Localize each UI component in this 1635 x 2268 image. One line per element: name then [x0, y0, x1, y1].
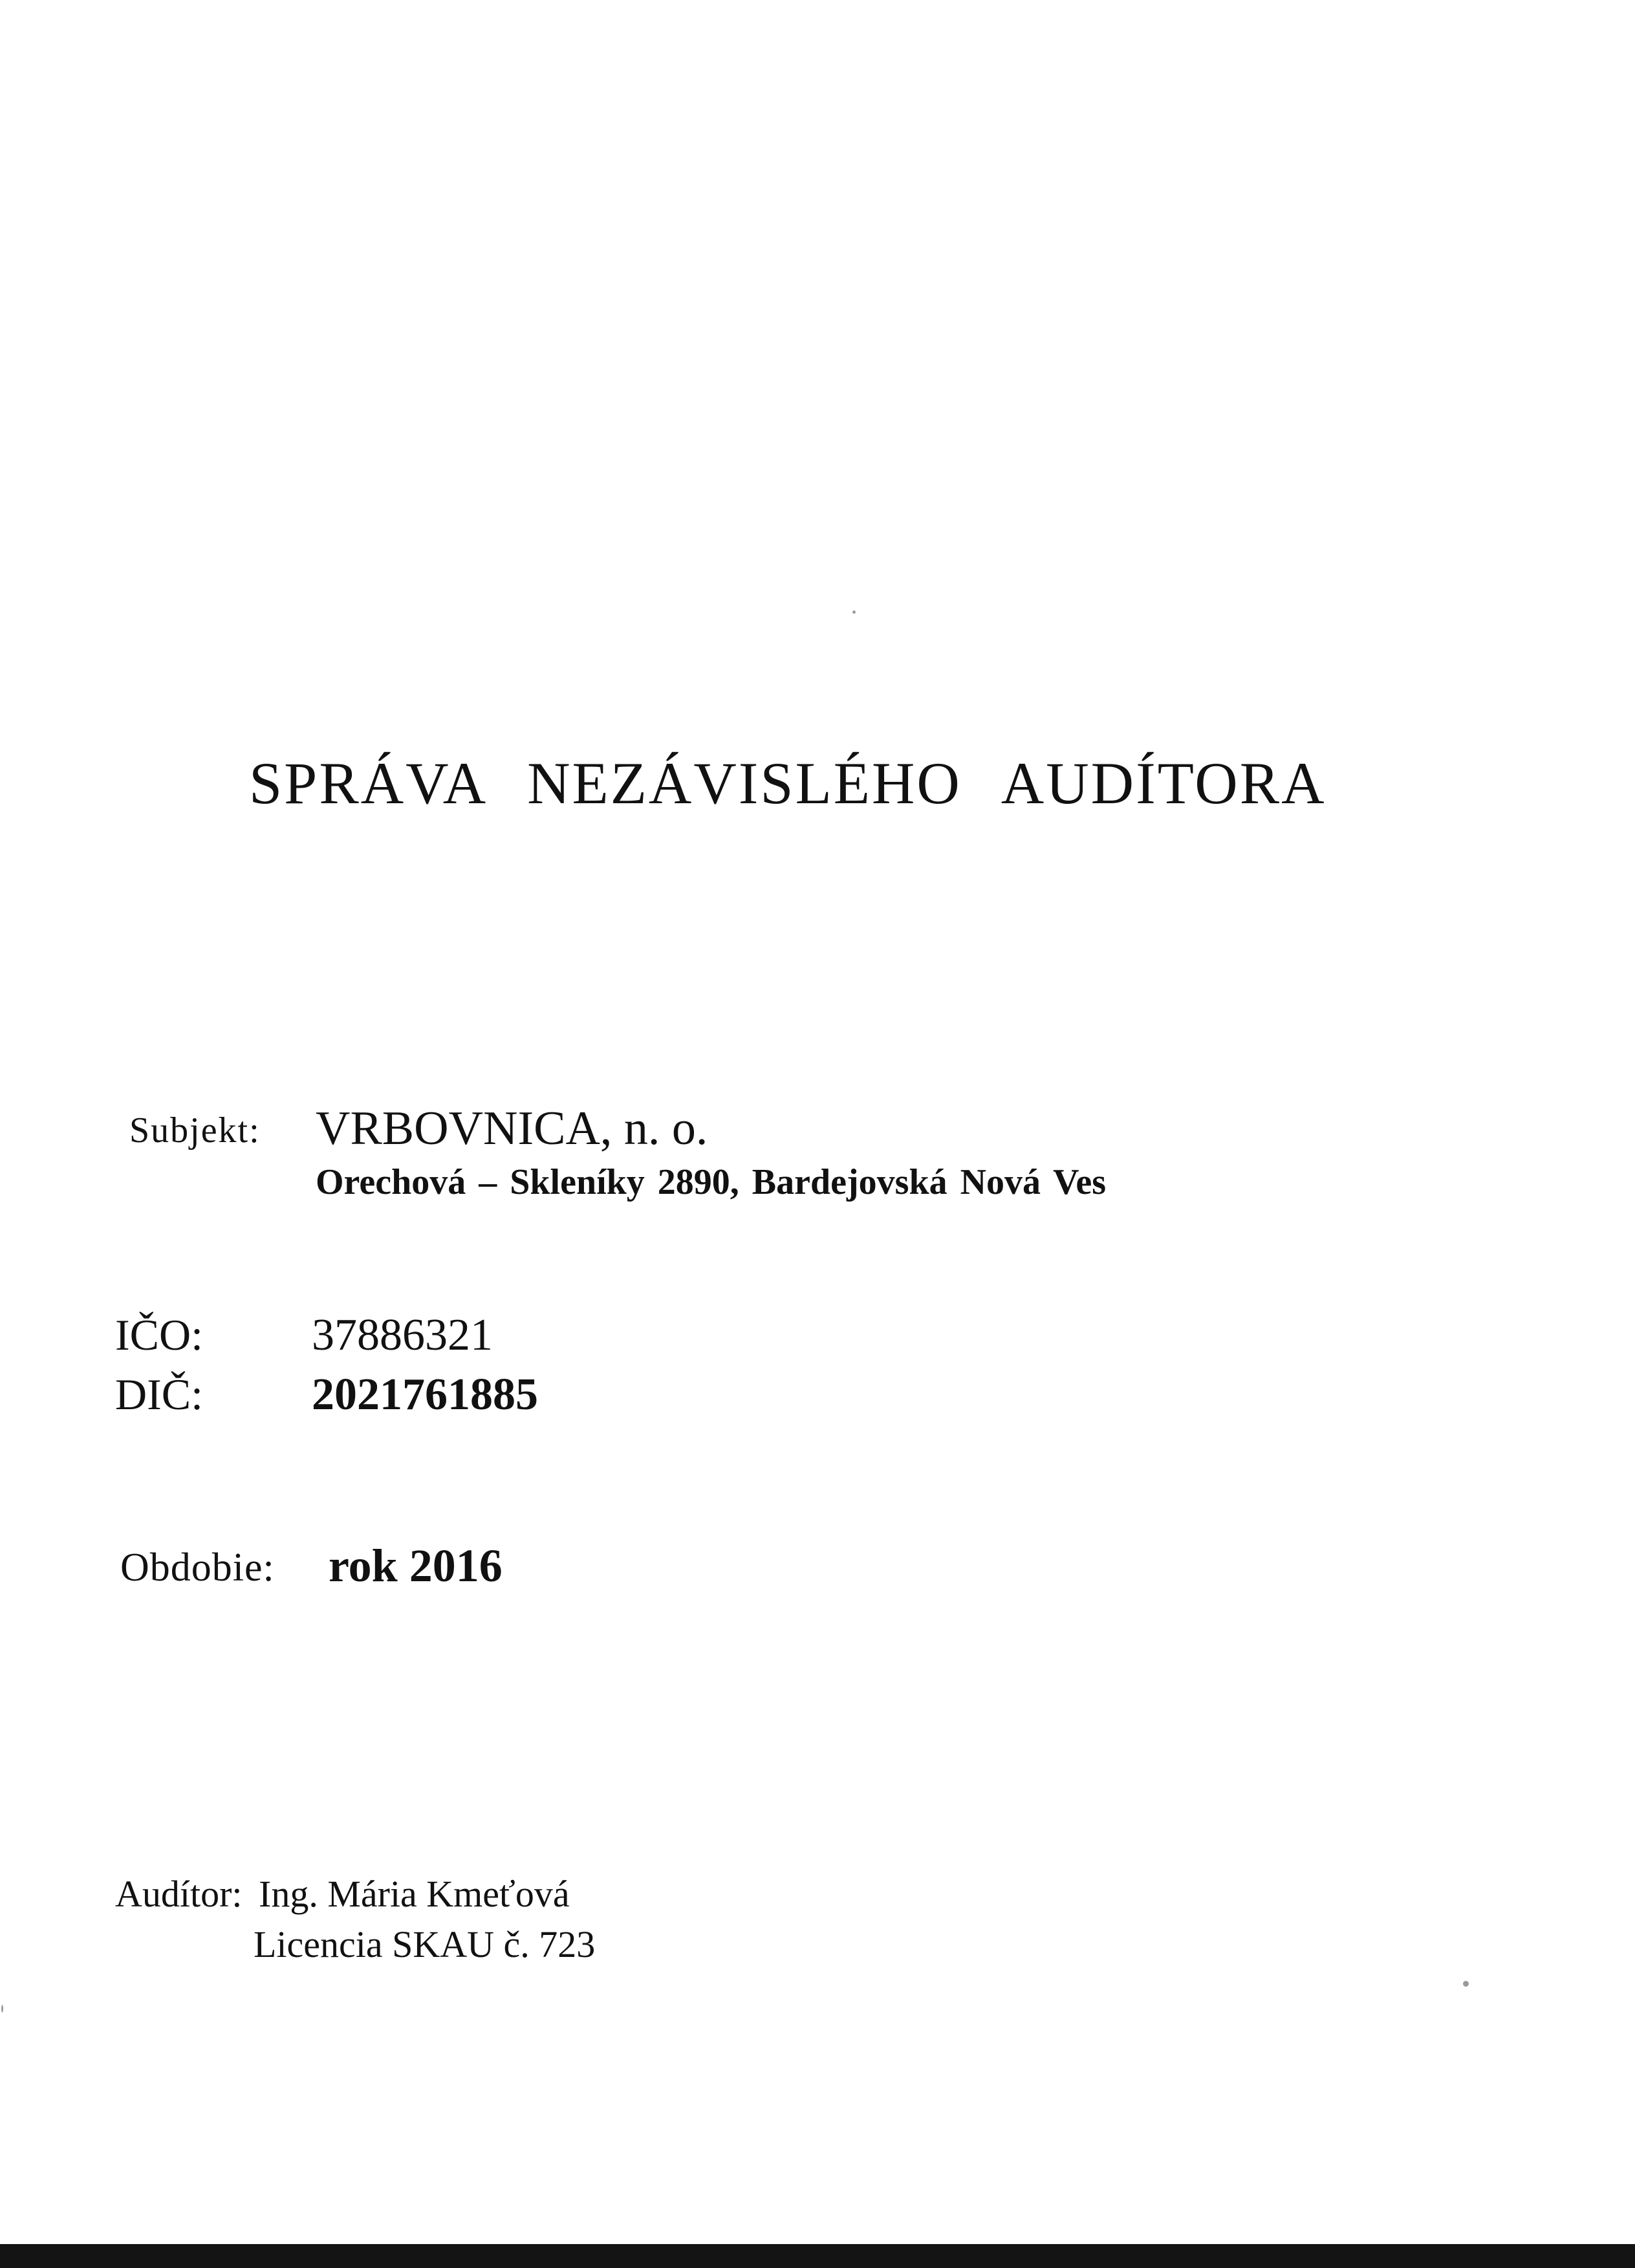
dic-value: 2021761885 [312, 1370, 538, 1420]
ico-value: 37886321 [312, 1310, 493, 1360]
scan-speck [1, 2005, 3, 2013]
period-label: Obdobie: [120, 1546, 275, 1590]
scan-speck [1463, 1981, 1469, 1987]
auditor-license: Licencia SKAU č. 723 [254, 1923, 596, 1965]
subject-name: VRBOVNICA, n. o. [316, 1102, 708, 1155]
subject-label: Subjekt: [129, 1110, 261, 1150]
auditor-label: Audítor: [115, 1873, 243, 1915]
period-value: rok 2016 [329, 1540, 503, 1592]
dic-label: DIČ: [115, 1370, 203, 1419]
report-title: SPRÁVA NEZÁVISLÉHO AUDÍTORA [249, 750, 1326, 816]
subject-address: Orechová – Skleníky 2890, Bardejovská Nová Ves [316, 1162, 1106, 1202]
scan-speck [852, 610, 856, 614]
scan-edge-bar [0, 2244, 1635, 2268]
auditor-name: Ing. Mária Kmeťová [259, 1873, 570, 1915]
ico-label: IČO: [115, 1310, 203, 1359]
